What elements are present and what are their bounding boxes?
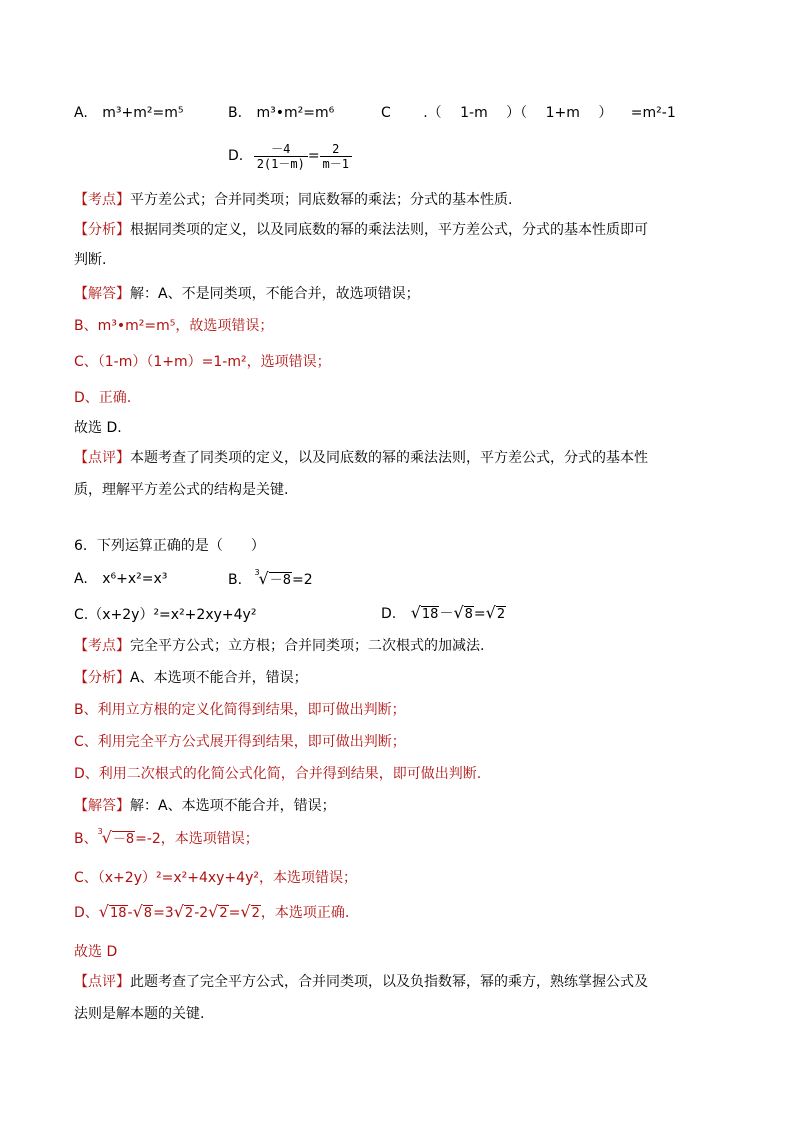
dianping-tag: 【点评】 (74, 450, 130, 466)
q6-line-d (74, 902, 349, 924)
q5-line-b: B、m³•m²=m⁵，故选项错误； (74, 318, 274, 334)
q5-opt-d-eq: = (307, 148, 320, 164)
sqrt-2-c: √2 (240, 902, 260, 921)
radicand: －8 (269, 573, 291, 588)
dianping-tag: 【点评】 (74, 974, 130, 990)
q5-opt-b-label: B. (228, 105, 243, 121)
q6-fenxi-c: C、利用完全平方公式展开得到结果，即可做出判断； (74, 734, 406, 750)
kaodian-text: 完全平方公式；立方根；合并同类项；二次根式的加减法. (130, 638, 485, 654)
q6-fenxi-b: B、利用立方根的定义化简得到结果，即可做出判断； (74, 702, 406, 718)
cube-index: 3 (254, 568, 260, 577)
q5-opt-c-label: C (381, 105, 391, 121)
q5-opt-b: m³•m²=m⁶ (256, 105, 335, 121)
radicand-2c: 2 (251, 906, 260, 921)
minus-2: -2 (194, 905, 209, 921)
q6-opt-b-tail: =2 (292, 572, 313, 588)
radicand-8: 8 (464, 607, 473, 622)
sqrt-2-b: √2 (208, 902, 228, 921)
q5-fenxi-1 (74, 220, 648, 240)
frac2-den: m－1 (320, 156, 352, 171)
q6-opt-d-label: D. (381, 606, 397, 622)
frac1-den: 2(1－m) (254, 156, 308, 171)
q5-kaodian (74, 190, 512, 210)
radicand-2a: 2 (184, 906, 194, 921)
q6-fenxi (74, 668, 308, 688)
jieda-text: 解：A、本选项不能合并，错误； (130, 798, 336, 814)
sqrt-18: √18 (410, 603, 439, 622)
sqrt-2-a: √2 (173, 902, 194, 921)
q6-opt-c: （x+2y）²=x²+2xy+4y² (88, 607, 257, 623)
dianping-text-1: 此题考查了完全平方公式，合并同类项，以及负指数幂，幂的乘方，熟练掌握公式及 (130, 974, 648, 990)
q5-dianping-1 (74, 448, 648, 468)
q5-jieda (74, 284, 420, 304)
equals-sign: = (473, 606, 486, 622)
q5-opt-d-frac1 (254, 142, 308, 171)
q6-opt-d-row (381, 603, 506, 625)
q6-dianping-1 (74, 972, 648, 992)
sqrt-8: √8 (132, 902, 153, 921)
fenxi-tag: 【分析】 (74, 670, 130, 686)
q6-opt-a-row (74, 569, 167, 589)
q5-options-row (74, 103, 183, 123)
fenxi-a: A、本选项不能合并，错误； (130, 670, 308, 686)
q5-line-c: C、（1-m）（1+m）=1-m²，选项错误； (74, 354, 331, 370)
q6-fenxi-d: D、利用二次根式的化简公式化简，合并得到结果，即可做出判断. (74, 766, 482, 782)
dianping-text-1: 本题考查了同类项的定义，以及同底数的幂的乘法法则，平方差公式，分式的基本性 (130, 450, 648, 466)
q6-line-b (74, 828, 259, 850)
cube-index: 3 (97, 827, 103, 836)
q5-opt-c: .（ 1-m ）（ 1+m ） =m²-1 (423, 105, 676, 121)
radicand-8: 8 (143, 906, 153, 921)
minus-1: - (127, 905, 133, 921)
kaodian-tag: 【考点】 (74, 638, 130, 654)
q5-line-d: D、正确. (74, 390, 132, 406)
sqrt-18: √18 (98, 902, 127, 921)
radicand-2b: 2 (219, 906, 228, 921)
line-b-prefix: B、 (74, 831, 98, 847)
sqrt-2: √2 (485, 603, 506, 622)
line-b-tail: =-2，本选项错误； (135, 831, 259, 847)
jieda-tag: 【解答】 (74, 286, 130, 302)
q5-opt-d-row (228, 140, 352, 172)
cube-root-neg8: 3 √－8 (102, 828, 135, 850)
jieda-tag: 【解答】 (74, 798, 130, 814)
kaodian-tag: 【考点】 (74, 192, 130, 208)
q6-choose: 故选 D (74, 944, 118, 960)
q6-opt-a-label: A. (74, 571, 88, 587)
kaodian-text: 平方差公式；合并同类项；同底数幂的乘法；分式的基本性质. (130, 192, 513, 208)
q5-opt-a: m³+m²=m⁵ (102, 105, 184, 121)
radicand-18: 18 (421, 607, 439, 622)
radicand-18: 18 (109, 906, 127, 921)
line-d-tail: ，本选项正确. (260, 905, 350, 921)
eq-final: = (228, 905, 241, 921)
radicand: －8 (112, 832, 135, 847)
q6-opt-b-row (228, 569, 313, 591)
q6-opt-a: x⁶+x²=x³ (102, 571, 168, 587)
eq-3: =3 (153, 905, 174, 921)
q5-opt-d-frac2 (320, 142, 352, 171)
q5-choose: 故选 D. (74, 420, 122, 436)
q5-opt-b-row (228, 103, 334, 123)
radicand-2: 2 (496, 607, 506, 622)
q6-opt-c-row (74, 605, 256, 625)
q5-fenxi-2: 判断. (74, 252, 107, 268)
q6-opt-b-label: B. (228, 572, 243, 588)
q6-opt-b-radical: 3 √－8 (259, 569, 292, 591)
minus-sign: － (439, 606, 454, 622)
q6-jieda (74, 796, 336, 816)
frac1-num: －4 (271, 141, 291, 156)
q6-dianping-2: 法则是解本题的关键. (74, 1006, 205, 1022)
q5-opt-d-label: D. (228, 148, 244, 164)
q5-opt-a-label: A. (74, 105, 88, 121)
fenxi-text-1: 根据同类项的定义，以及同底数的幂的乘法法则，平方差公式，分式的基本性质即可 (130, 222, 648, 238)
q6-opt-c-label: C. (74, 607, 89, 623)
q5-opt-c-row (381, 103, 676, 123)
q5-dianping-2: 质，理解平方差公式的结构是关键. (74, 482, 289, 498)
fenxi-tag: 【分析】 (74, 222, 130, 238)
jieda-text: 解：A、不是同类项，不能合并，故选项错误； (130, 286, 420, 302)
q6-line-c: C、（x+2y）²=x²+4xy+4y²，本选项错误； (74, 870, 357, 886)
q6-kaodian (74, 636, 484, 656)
line-d-prefix: D、 (74, 905, 99, 921)
frac2-num: 2 (332, 141, 340, 156)
q6-question: 6．下列运算正确的是（ ） (74, 538, 265, 554)
sqrt-8: √8 (453, 603, 473, 622)
